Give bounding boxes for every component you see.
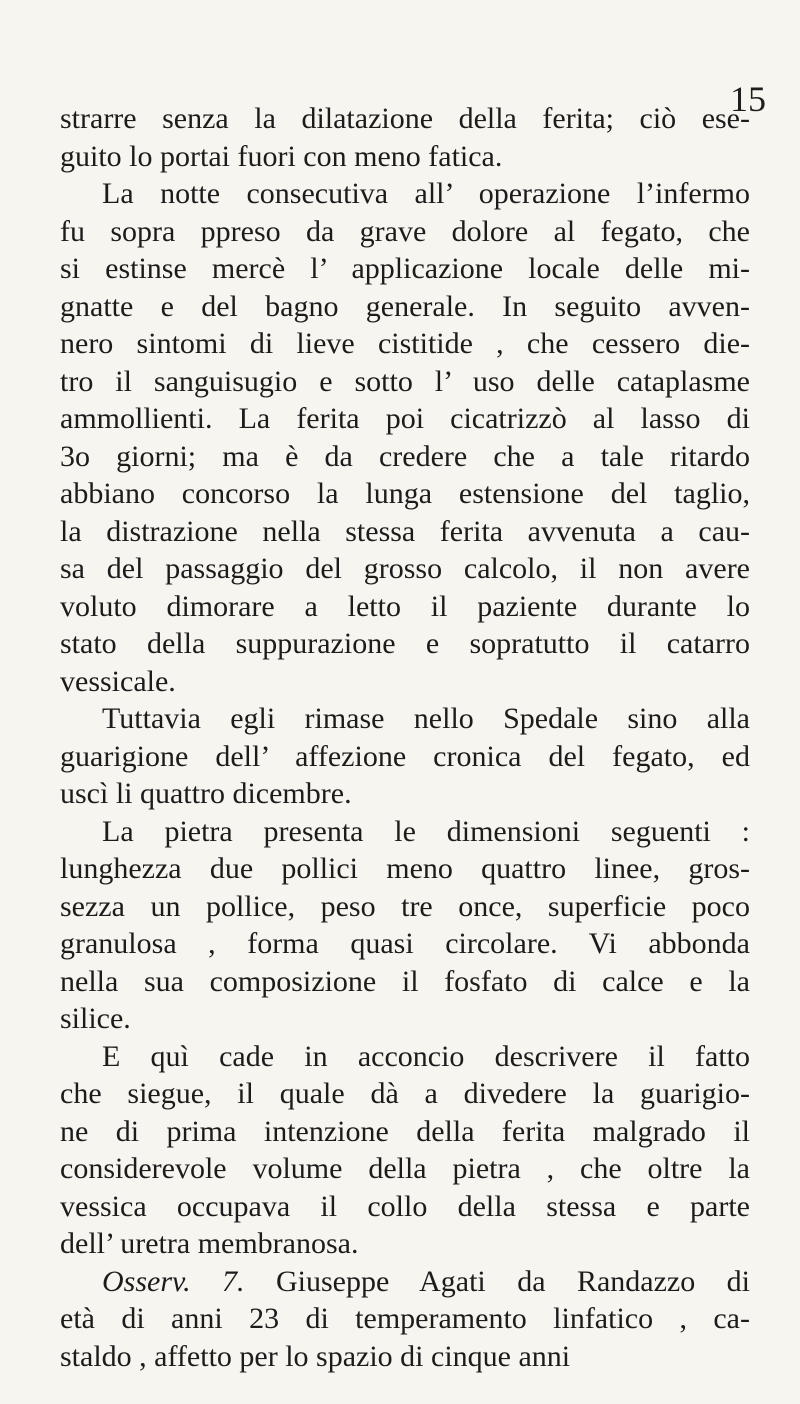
text-line: considerevole volume della pietra , che oltre la	[60, 1152, 750, 1185]
page-number: 15	[730, 79, 766, 119]
text-line: Tuttavia egli rimase nello Spedale sino alla	[102, 702, 750, 735]
text-line: ammollienti. La ferita poi cicatrizzò al lasso di	[60, 402, 750, 435]
text-line: uscì li quattro dicembre.	[60, 777, 352, 810]
text-line: 3o giorni; ma è da credere che a tale ritardo	[60, 439, 750, 473]
text-line: La pietra presenta le dimensioni seguenti :	[102, 814, 750, 848]
text-line: gnatte e del bagno generale. In seguito avven-	[60, 289, 750, 323]
text-line: E quì cade in acconcio descrivere il fatto	[102, 1039, 750, 1073]
text-line: lunghezza due pollici meno quattro linee, gros-	[60, 852, 750, 885]
text-line: stato della suppurazione e sopratutto il catarro	[60, 627, 750, 660]
text-line: fu sopra ppreso da grave dolore al fegato, che	[60, 214, 750, 248]
text-line: dell’ uretra membranosa.	[60, 1227, 359, 1260]
body-text	[60, 100, 750, 1375]
text-line: tro il sanguisugio e sotto l’ uso delle cataplasme	[60, 364, 750, 398]
text-line: sezza un pollice, peso tre once, superficie poco	[60, 889, 750, 923]
text-line: nella sua composizione il fosfato di calce e la	[60, 964, 750, 998]
text-line: vessicale.	[60, 664, 176, 698]
text-line: ne di prima intenzione della ferita malgrado il	[60, 1114, 750, 1148]
text-line: la distrazione nella stessa ferita avvenuta a cau-	[60, 514, 750, 548]
text-line: staldo , affetto per lo spazio di cinque anni	[60, 1339, 571, 1373]
text-line: guarigione dell’ affezione cronica del fegato, ed	[60, 739, 750, 773]
text-line: abbiano concorso la lunga estensione del taglio,	[60, 477, 750, 510]
text-line: guito lo portai fuori con meno fatica.	[60, 139, 503, 173]
text-line: silice.	[60, 1002, 131, 1035]
text-line: La notte consecutiva all’ operazione l’infermo	[102, 177, 750, 210]
text-line: voluto dimorare a letto il paziente durante lo	[60, 589, 750, 623]
text-line: nero sintomi di lieve cistitide , che cessero die-	[60, 327, 750, 360]
text-line: strarre senza la dilatazione della ferita; ciò ese-	[60, 102, 750, 135]
observation-line	[60, 1263, 750, 1301]
text-line: vessica occupava il collo della stessa e parte	[60, 1189, 750, 1223]
observation-text: Giuseppe Agati da Randazzo di	[276, 1264, 751, 1298]
text-line: sa del passaggio del grosso calcolo, il non avere	[60, 552, 750, 585]
observation-label: Osserv. 7.	[102, 1264, 245, 1298]
text-line: che siegue, il quale dà a divedere la guarigio-	[60, 1077, 750, 1110]
text-line: granulosa , forma quasi circolare. Vi abbonda	[60, 927, 750, 960]
text-line: età di anni 23 di temperamento linfatico , ca-	[60, 1302, 750, 1335]
text-line: si estinse mercè l’ applicazione locale delle mi-	[60, 252, 750, 285]
